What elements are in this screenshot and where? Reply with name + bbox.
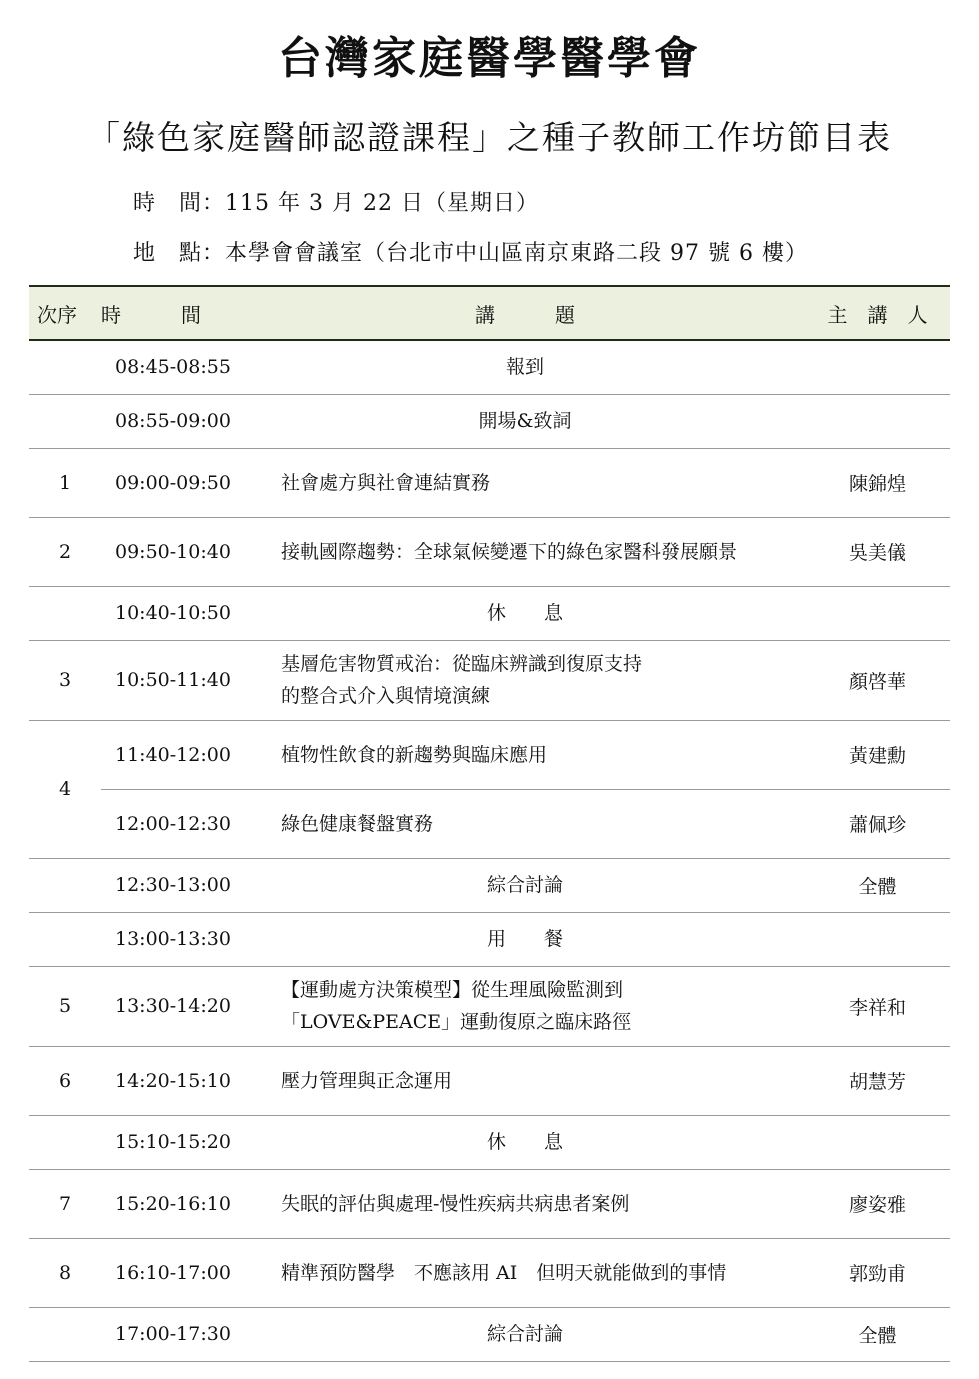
row-topic: 社會處方與社會連結實務 — [275, 448, 805, 517]
header-time: 時 間 — [101, 286, 275, 340]
table-row — [29, 1307, 950, 1361]
row-no: 8 — [29, 1238, 101, 1307]
row-speaker: 全體 — [805, 858, 950, 912]
row-no — [29, 340, 101, 394]
table-row — [29, 858, 950, 912]
row-no: 1 — [29, 448, 101, 517]
time-value: 115 年 3 月 22 日（星期日） — [225, 191, 539, 216]
row-topic: 報到 — [275, 340, 805, 394]
row-no: 5 — [29, 966, 101, 1046]
row-time: 12:00-12:30 — [101, 789, 275, 858]
row-no — [29, 394, 101, 448]
row-no — [29, 1115, 101, 1169]
row-time: 08:45-08:55 — [101, 340, 275, 394]
place-value: 本學會會議室（台北市中山區南京東路二段 97 號 6 樓） — [225, 241, 808, 266]
row-topic: 休 息 — [275, 586, 805, 640]
event-place — [133, 236, 808, 267]
row-speaker: 蕭佩珍 — [805, 789, 950, 858]
event-time — [133, 186, 539, 217]
row-time: 09:00-09:50 — [101, 448, 275, 517]
table-row — [29, 720, 950, 789]
row-speaker: 全體 — [805, 1307, 950, 1361]
row-speaker: 顏啓華 — [805, 640, 950, 720]
table-row — [29, 789, 950, 858]
row-topic: 【運動處方決策模型】從生理風險監測到「LOVE&PEACE」運動復原之臨床路徑 — [275, 966, 805, 1046]
place-label: 地 點： — [133, 241, 226, 266]
row-no: 4 — [29, 720, 101, 858]
row-no: 6 — [29, 1046, 101, 1115]
organization-title: 台灣家庭醫學醫學會 — [278, 33, 701, 84]
row-time: 10:50-11:40 — [101, 640, 275, 720]
row-topic: 綠色健康餐盤實務 — [275, 789, 805, 858]
header-topic: 講 題 — [275, 286, 805, 340]
row-topic: 接軌國際趨勢：全球氣候變遷下的綠色家醫科發展願景 — [275, 517, 805, 586]
row-speaker — [805, 394, 950, 448]
table-row — [29, 394, 950, 448]
table-row — [29, 517, 950, 586]
time-label: 時 間： — [133, 191, 226, 216]
row-topic: 綜合討論 — [275, 858, 805, 912]
table-row — [29, 966, 950, 1046]
row-no: 3 — [29, 640, 101, 720]
row-speaker: 胡慧芳 — [805, 1046, 950, 1115]
row-time: 17:00-17:30 — [101, 1307, 275, 1361]
table-row — [29, 586, 950, 640]
row-time: 13:00-13:30 — [101, 912, 275, 966]
row-topic: 植物性飲食的新趨勢與臨床應用 — [275, 720, 805, 789]
row-speaker — [805, 340, 950, 394]
program-title: 「綠色家庭醫師認證課程」之種子教師工作坊節目表 — [87, 118, 892, 157]
row-topic: 綜合討論 — [275, 1307, 805, 1361]
schedule-table — [29, 285, 950, 1362]
row-no: 2 — [29, 517, 101, 586]
row-speaker: 黃建勳 — [805, 720, 950, 789]
row-topic: 開場&致詞 — [275, 394, 805, 448]
row-speaker: 吳美儀 — [805, 517, 950, 586]
row-no — [29, 858, 101, 912]
row-time: 15:10-15:20 — [101, 1115, 275, 1169]
row-time: 16:10-17:00 — [101, 1238, 275, 1307]
row-no — [29, 1307, 101, 1361]
row-speaker: 陳錦煌 — [805, 448, 950, 517]
row-time: 12:30-13:00 — [101, 858, 275, 912]
row-topic: 休 息 — [275, 1115, 805, 1169]
row-topic: 用 餐 — [275, 912, 805, 966]
row-speaker: 郭勁甫 — [805, 1238, 950, 1307]
header-no: 次序 — [29, 286, 101, 340]
row-time: 15:20-16:10 — [101, 1169, 275, 1238]
row-time: 13:30-14:20 — [101, 966, 275, 1046]
table-row — [29, 1115, 950, 1169]
row-topic: 失眠的評估與處理-慢性疾病共病患者案例 — [275, 1169, 805, 1238]
row-topic: 壓力管理與正念運用 — [275, 1046, 805, 1115]
row-no — [29, 586, 101, 640]
row-time: 14:20-15:10 — [101, 1046, 275, 1115]
table-row — [29, 1046, 950, 1115]
table-row — [29, 340, 950, 394]
row-speaker: 李祥和 — [805, 966, 950, 1046]
table-row — [29, 912, 950, 966]
table-row — [29, 640, 950, 720]
row-time: 08:55-09:00 — [101, 394, 275, 448]
header-speaker: 主 講 人 — [805, 286, 950, 340]
row-topic: 精準預防醫學 不應該用 AI 但明天就能做到的事情 — [275, 1238, 805, 1307]
row-time: 10:40-10:50 — [101, 586, 275, 640]
row-speaker — [805, 586, 950, 640]
row-time: 09:50-10:40 — [101, 517, 275, 586]
row-topic: 基層危害物質戒治：從臨床辨識到復原支持的整合式介入與情境演練 — [275, 640, 805, 720]
table-header-row — [29, 286, 950, 340]
row-no: 7 — [29, 1169, 101, 1238]
row-speaker: 廖姿雅 — [805, 1169, 950, 1238]
row-time: 11:40-12:00 — [101, 720, 275, 789]
table-row — [29, 1169, 950, 1238]
row-speaker — [805, 912, 950, 966]
table-row — [29, 1238, 950, 1307]
table-row — [29, 448, 950, 517]
row-speaker — [805, 1115, 950, 1169]
row-no — [29, 912, 101, 966]
